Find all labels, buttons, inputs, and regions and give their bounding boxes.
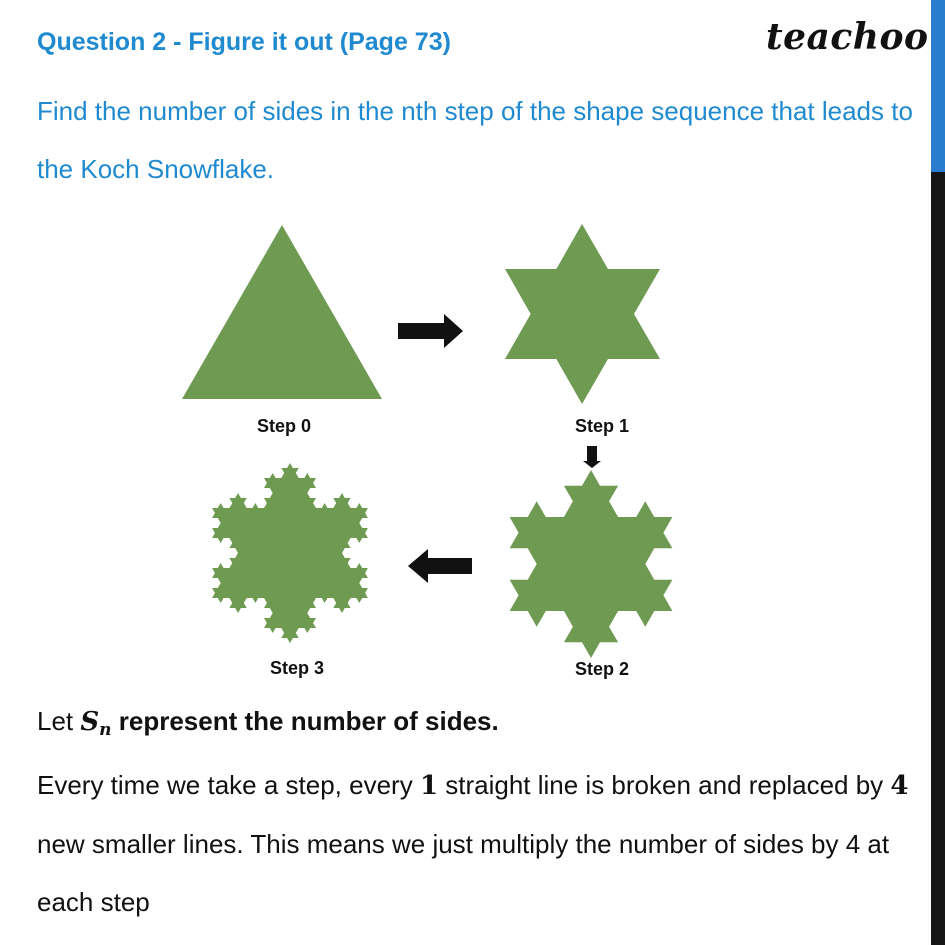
arrow-right-icon	[398, 314, 463, 348]
explanation-paragraph	[37, 756, 927, 931]
step-3-label: Step 3	[269, 658, 325, 678]
step-2-label: Step 2	[574, 659, 630, 679]
explain-part-2: straight line is broken and replaced by	[438, 770, 891, 800]
number-one: 1	[419, 771, 439, 801]
explain-part-1: Every time we take a step, every	[37, 770, 420, 800]
scrollbar[interactable]	[931, 0, 945, 945]
let-statement	[37, 692, 927, 759]
sn-variable	[80, 707, 112, 740]
number-four: 4	[890, 771, 909, 801]
step-2-shape	[510, 470, 673, 658]
arrow-left-icon	[408, 549, 472, 583]
step-1-label: Step 1	[574, 416, 630, 436]
question-title: Question 2 - Figure it out (Page 73)	[37, 28, 451, 56]
step-0-shape	[182, 225, 382, 399]
scrollbar-thumb[interactable]	[931, 0, 945, 172]
let-prefix: Let	[37, 706, 81, 736]
teachoo-logo[interactable]: teachoo	[766, 16, 929, 58]
sn-subscript: n	[99, 720, 112, 740]
step-0-label: Step 0	[256, 416, 312, 436]
sn-base: S	[80, 707, 100, 737]
question-text: Find the number of sides in the nth step of the shape sequence that leads to the Koch Snowflake.	[37, 96, 913, 184]
explain-part-3: new smaller lines. This means we just multiply the number of sides by 4 at each step	[37, 829, 890, 917]
step-1-shape	[505, 224, 660, 404]
arrow-down-icon	[583, 446, 601, 468]
step-3-shape	[212, 463, 368, 643]
let-rest: represent the number of sides.	[111, 706, 499, 736]
